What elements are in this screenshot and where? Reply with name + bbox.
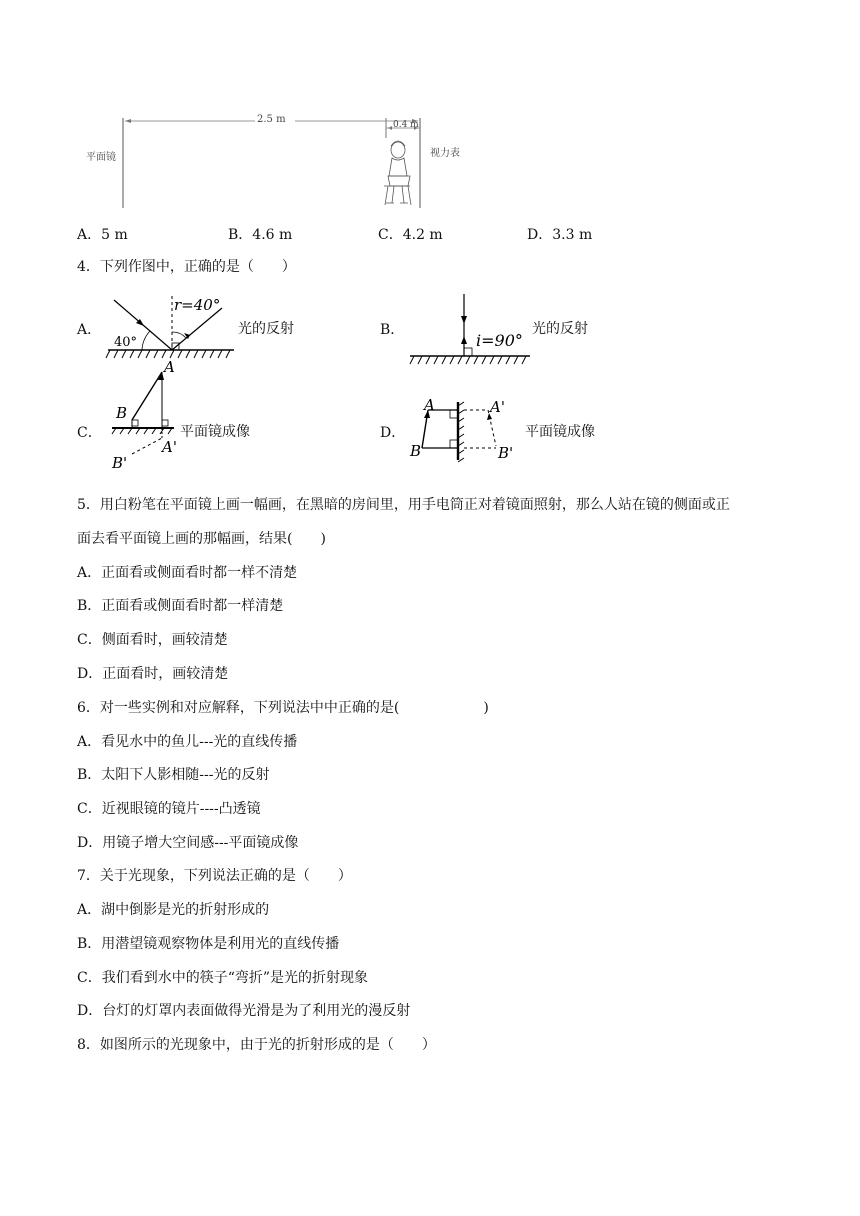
q6-option-a[interactable]: A．看见水中的鱼儿---光的直线传播 bbox=[77, 734, 298, 750]
q3-option-c[interactable]: C．4.2 m bbox=[378, 227, 443, 243]
q4-d-point-b: B bbox=[410, 442, 422, 460]
mirror-label: 平面镜 bbox=[86, 152, 116, 163]
q4-c-point-b-prime: B' bbox=[112, 454, 128, 472]
total-distance-label: 2.5 m bbox=[257, 114, 286, 125]
q3-option-a[interactable]: A．5 m bbox=[77, 227, 128, 243]
q4-c-point-a-prime: A' bbox=[162, 438, 177, 456]
q7-option-a[interactable]: A．湖中倒影是光的折射形成的 bbox=[77, 902, 270, 918]
q5-stem-line-2: 面去看平面镜上画的那幅画，结果( ) bbox=[77, 531, 326, 547]
q5-option-a[interactable]: A．正面看或侧面看时都一样不清楚 bbox=[77, 565, 298, 581]
q4-a-angle-i: 40° bbox=[114, 335, 138, 350]
q4-option-d-caption: 平面镜成像 bbox=[525, 424, 595, 440]
q4-d-point-a: A bbox=[424, 398, 435, 414]
q4-option-c-caption: 平面镜成像 bbox=[180, 424, 250, 440]
q4-stem: 4．下列作图中，正确的是（ ） bbox=[77, 259, 296, 275]
q4-option-a-caption: 光的反射 bbox=[238, 321, 294, 337]
q6-option-b[interactable]: B．太阳下人影相随---光的反射 bbox=[77, 767, 270, 783]
vision-test-figure bbox=[80, 108, 480, 216]
q5-stem-line-1: 5．用白粉笔在平面镜上画一幅画，在黑暗的房间里，用手电筒正对着镜面照射，那么人站在镜的侧面或正 bbox=[77, 497, 730, 513]
q7-option-b[interactable]: B．用潜望镜观察物体是利用光的直线传播 bbox=[77, 936, 340, 952]
q4-option-d-diagram bbox=[408, 398, 523, 468]
q4-c-point-a: A bbox=[164, 358, 175, 376]
q4-option-c-letter[interactable]: C． bbox=[77, 425, 102, 441]
q6-option-c[interactable]: C．近视眼镜的镜片----凸透镜 bbox=[77, 801, 261, 817]
q6-option-d[interactable]: D．用镜子增大空间感---平面镜成像 bbox=[77, 835, 299, 851]
q7-stem: 7．关于光现象，下列说法正确的是（ ） bbox=[77, 868, 352, 884]
q4-b-angle-i: i=90° bbox=[476, 331, 523, 350]
q6-stem: 6．对一些实例和对应解释，下列说法中中正确的是( ) bbox=[77, 700, 489, 716]
small-distance-label: 0.4 m bbox=[393, 120, 419, 130]
q7-option-c[interactable]: C．我们看到水中的筷子“弯折”是光的折射现象 bbox=[77, 970, 369, 986]
q4-c-point-b: B bbox=[116, 404, 128, 422]
q4-d-point-a-prime: A' bbox=[490, 398, 505, 416]
q4-option-d-letter[interactable]: D． bbox=[380, 425, 406, 441]
q7-option-d[interactable]: D．台灯的灯罩内表面做得光滑是为了利用光的漫反射 bbox=[77, 1003, 411, 1019]
girl-sketch bbox=[384, 141, 411, 205]
q3-option-d[interactable]: D．3.3 m bbox=[527, 227, 593, 243]
q4-a-angle-r: r=40° bbox=[174, 296, 221, 314]
q4-d-point-b-prime: B' bbox=[498, 444, 514, 462]
q4-option-a-letter[interactable]: A． bbox=[77, 322, 102, 338]
chart-label: 视力表 bbox=[430, 148, 460, 159]
q8-stem: 8．如图所示的光现象中，由于光的折射形成的是（ ） bbox=[77, 1037, 436, 1053]
q3-option-b[interactable]: B．4.6 m bbox=[228, 227, 293, 243]
q5-option-c[interactable]: C．侧面看时，画较清楚 bbox=[77, 632, 228, 648]
q4-option-b-letter[interactable]: B． bbox=[380, 322, 405, 338]
q4-option-c-diagram bbox=[108, 354, 183, 472]
q4-option-b-caption: 光的反射 bbox=[532, 321, 588, 337]
q5-option-b[interactable]: B．正面看或侧面看时都一样清楚 bbox=[77, 598, 284, 614]
q5-option-d[interactable]: D．正面看时，画较清楚 bbox=[77, 666, 229, 682]
